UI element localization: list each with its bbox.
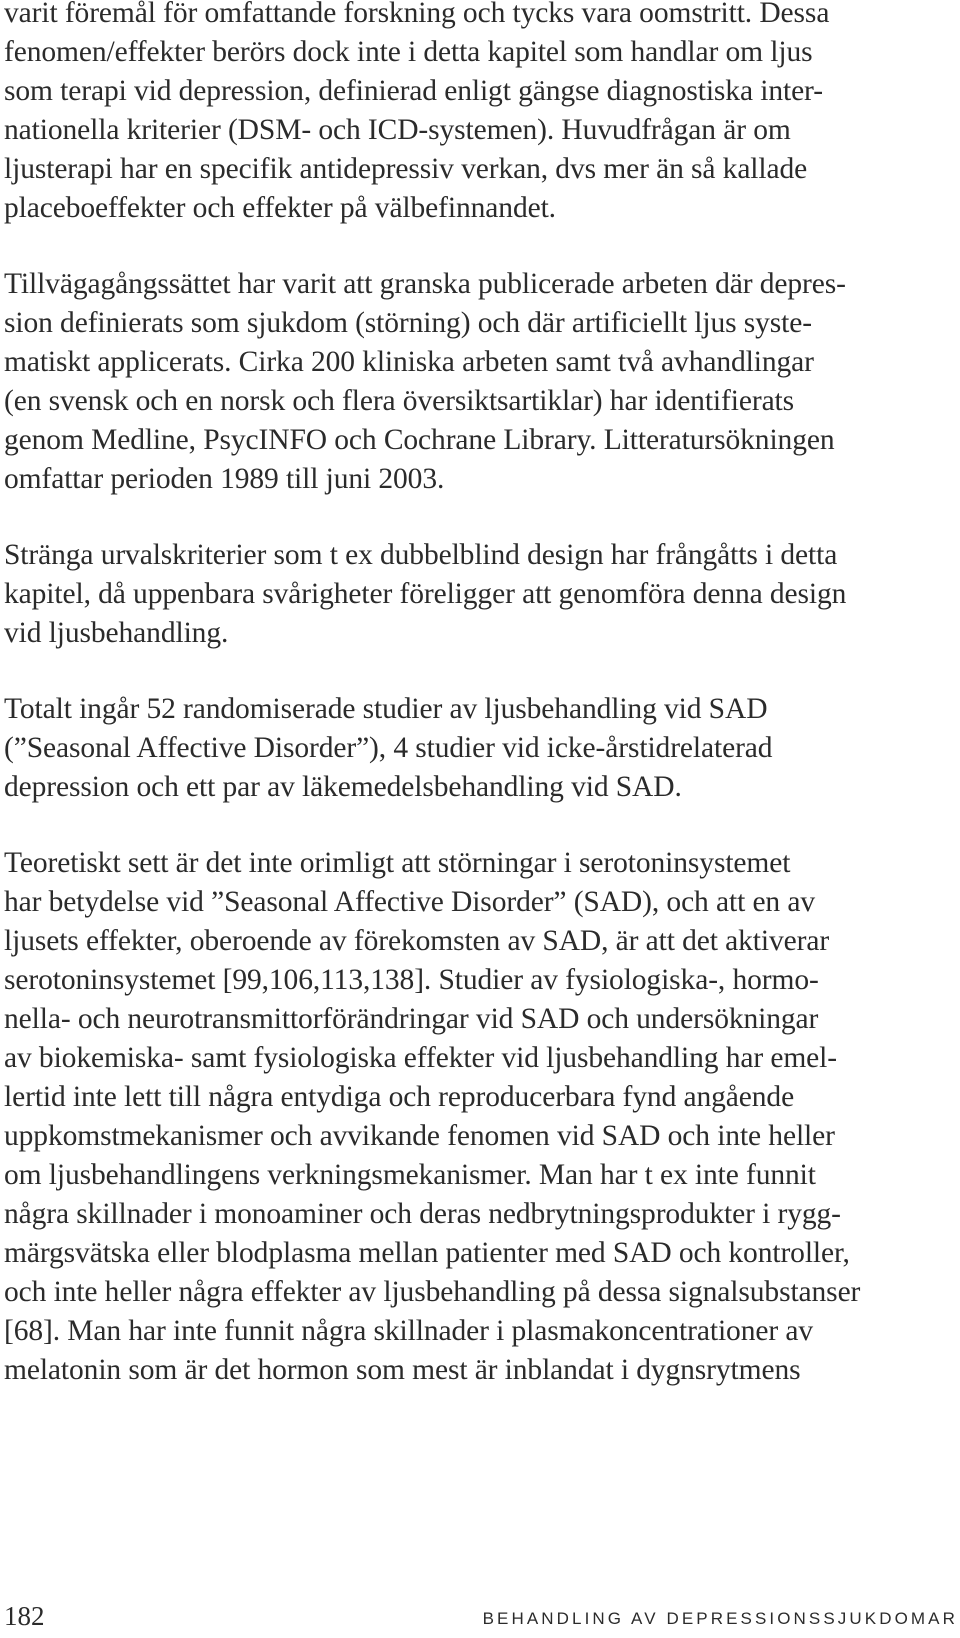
text-line: som terapi vid depression, definierad enligt gängse diagnostiska inter-: [4, 75, 823, 107]
paragraph: [4, 0, 956, 228]
text-line: Teoretiskt sett är det inte orimligt att störningar i serotoninsystemet: [4, 847, 791, 879]
text-line: melatonin som är det hormon som mest är inblandat i dygnsrytmens: [4, 1354, 801, 1386]
text-line: Totalt ingår 52 randomiserade studier av ljusbehandling vid SAD: [4, 693, 768, 725]
paragraph: [4, 536, 956, 653]
text-line: depression och ett par av läkemedelsbehandling vid SAD.: [4, 771, 682, 803]
text-line: serotoninsystemet [99,106,113,138]. Studier av fysiologiska-, hormo-: [4, 964, 819, 996]
text-line: kapitel, då uppenbara svårigheter föreligger att genomföra denna design: [4, 578, 847, 610]
text-line: [68]. Man har inte funnit några skillnader i plasmakoncentrationer av: [4, 1315, 813, 1347]
text-line: (en svensk och en norsk och flera översiktsartiklar) har identifierats: [4, 385, 795, 417]
text-line: nationella kriterier (DSM- och ICD-systemen). Huvudfrågan är om: [4, 114, 791, 146]
text-line: har betydelse vid ”Seasonal Affective Disorder” (SAD), och att en av: [4, 886, 816, 918]
text-line: ljusets effekter, oberoende av förekomsten av SAD, är att det aktiverar: [4, 925, 830, 957]
text-line: fenomen/effekter berörs dock inte i detta kapitel som handlar om ljus: [4, 36, 813, 68]
text-line: placeboeffekter och effekter på välbefinnandet.: [4, 192, 556, 224]
paragraph: [4, 690, 956, 807]
running-title: BEHANDLING AV DEPRESSIONSSJUKDOMAR: [482, 1609, 958, 1628]
text-line: sion definierats som sjukdom (störning) och där artificiellt ljus syste-: [4, 307, 812, 339]
text-line: lertid inte lett till några entydiga och reproducerbara fynd angående: [4, 1081, 795, 1113]
text-line: Stränga urvalskriterier som t ex dubbelblind design har frångåtts i detta: [4, 539, 838, 571]
text-line: omfattar perioden 1989 till juni 2003.: [4, 463, 445, 495]
text-line: (”Seasonal Affective Disorder”), 4 studier vid icke-årstidrelaterad: [4, 732, 773, 764]
body-text: [4, 0, 956, 1427]
text-line: genom Medline, PsycINFO och Cochrane Library. Litteratursökningen: [4, 424, 835, 456]
text-line: av biokemiska- samt fysiologiska effekter vid ljusbehandling har emel-: [4, 1042, 837, 1074]
text-line: nella- och neurotransmittorförändringar vid SAD och undersökningar: [4, 1003, 819, 1035]
paragraph: [4, 844, 956, 1390]
text-line: ljusterapi har en specifik antidepressiv verkan, dvs mer än så kallade: [4, 153, 808, 185]
text-line: och inte heller några effekter av ljusbehandling på dessa signalsubstanser: [4, 1276, 861, 1308]
text-line: Tillvägagångssättet har varit att granska publicerade arbeten där depres-: [4, 268, 846, 300]
page-number: 182: [4, 1601, 45, 1631]
text-line: märgsvätska eller blodplasma mellan patienter med SAD och kontroller,: [4, 1237, 850, 1269]
text-line: varit föremål för omfattande forskning och tycks vara oomstritt. Dessa: [4, 0, 830, 29]
text-line: uppkomstmekanismer och avvikande fenomen vid SAD och inte heller: [4, 1120, 835, 1152]
page-footer: [0, 1600, 960, 1638]
paragraph: [4, 265, 956, 499]
text-line: om ljusbehandlingens verkningsmekanismer. Man har t ex inte funnit: [4, 1159, 816, 1191]
text-line: vid ljusbehandling.: [4, 617, 229, 649]
text-line: några skillnader i monoaminer och deras nedbrytningsprodukter i rygg-: [4, 1198, 841, 1230]
text-line: matiskt applicerats. Cirka 200 kliniska arbeten samt två avhandlingar: [4, 346, 814, 378]
